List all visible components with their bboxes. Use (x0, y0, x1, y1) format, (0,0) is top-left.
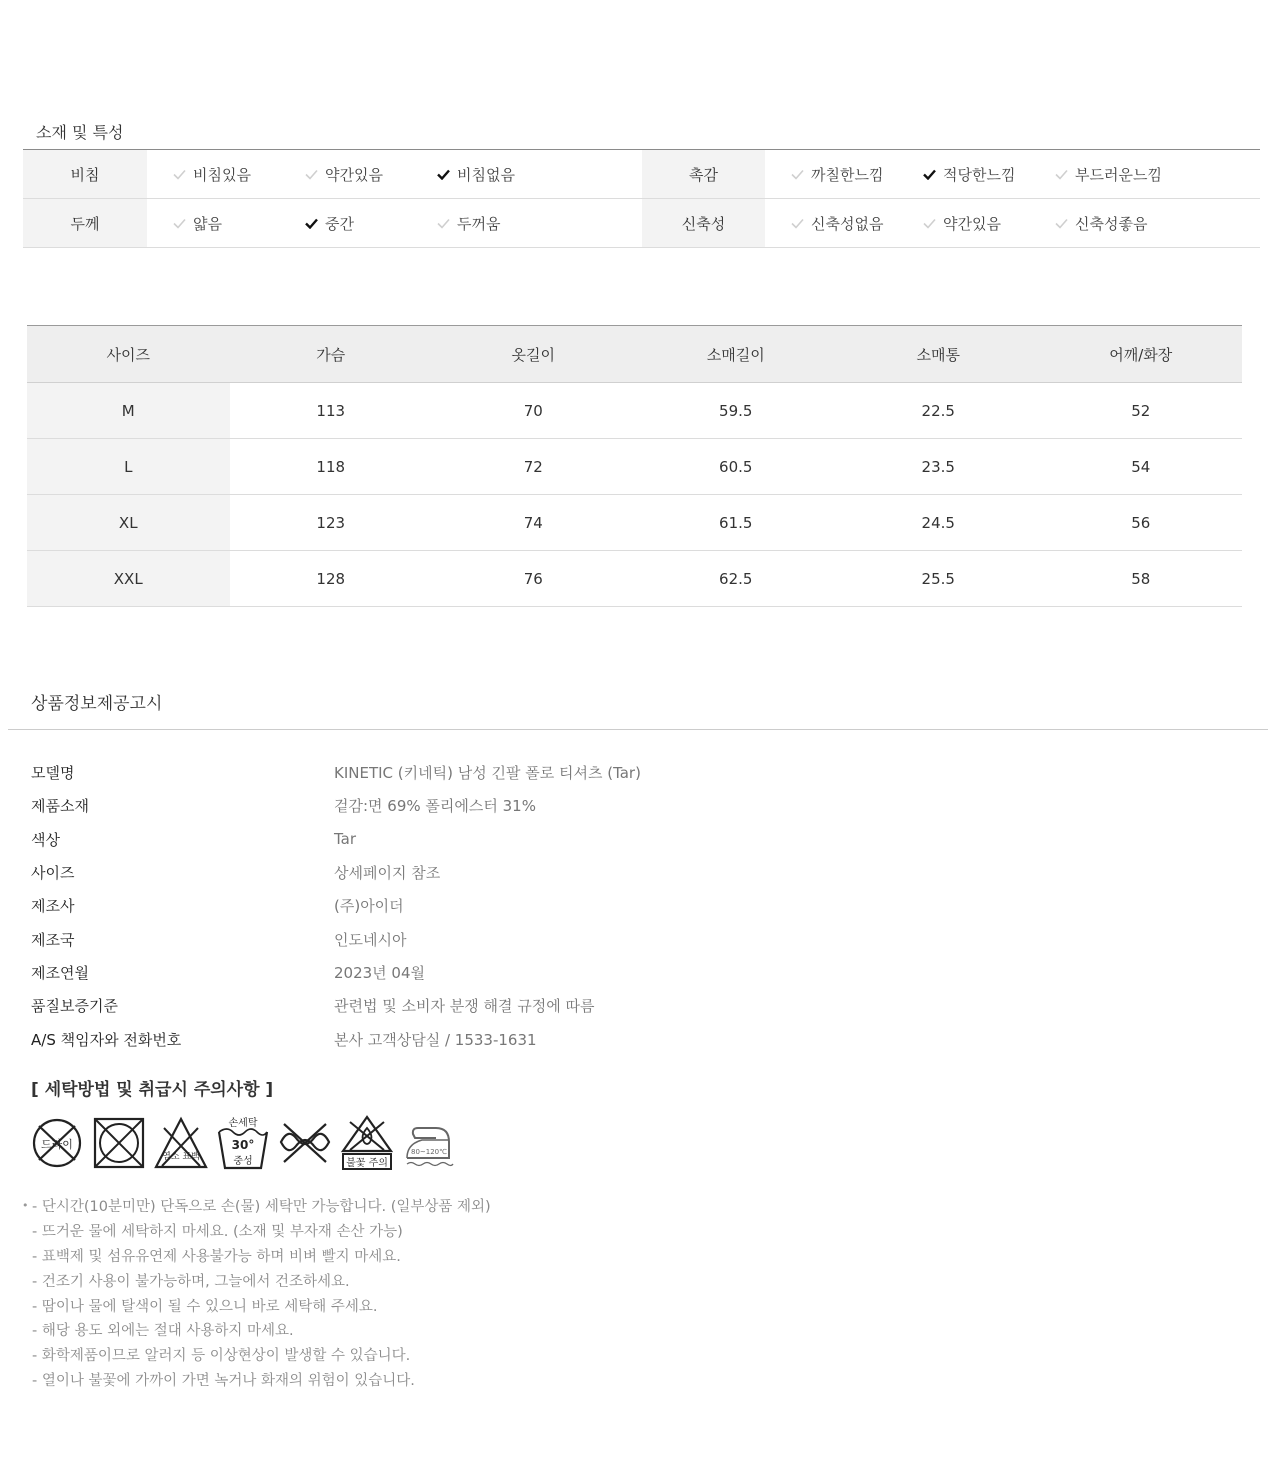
info-value: 관련법 및 소비자 분쟁 해결 규정에 따름 (334, 997, 595, 1016)
size-label-cell: M (27, 383, 230, 438)
list-item (31, 823, 641, 856)
washing-title: [ 세탁방법 및 취급시 주의사항 ] (31, 1080, 274, 1100)
material-option (789, 213, 921, 234)
size-label-cell: L (27, 439, 230, 494)
material-option (435, 213, 567, 234)
size-value-cell: 60.5 (719, 457, 753, 476)
check-icon (789, 215, 805, 231)
material-option-label: 중간 (325, 214, 354, 233)
check-icon (435, 166, 451, 182)
material-options (147, 150, 642, 198)
material-row (23, 199, 1260, 248)
list-item (31, 956, 641, 989)
size-header-cell: 사이즈 (106, 345, 150, 364)
size-value-cell: 123 (316, 513, 346, 532)
material-option (921, 213, 1053, 234)
info-value: 본사 고객상담실 / 1533-1631 (334, 1030, 537, 1049)
material-option-label: 적당한느낌 (943, 165, 1016, 184)
care-note-text: - 열이나 불꽃에 가까이 가면 녹거나 화재의 위험이 있습니다. (32, 1373, 415, 1390)
material-option (303, 164, 435, 185)
material-option-label: 비침없음 (457, 165, 515, 184)
size-value-cell: 72 (523, 457, 543, 476)
check-icon (1053, 215, 1069, 231)
care-note-text: - 화학제품이므로 알러지 등 이상현상이 발생할 수 있습니다. (32, 1348, 411, 1365)
product-info-list (31, 756, 641, 1056)
list-item (31, 989, 641, 1022)
bullet: • (22, 1198, 29, 1212)
care-notes (22, 1193, 491, 1392)
material-option (171, 164, 303, 185)
material-option (171, 213, 303, 234)
check-icon (1053, 166, 1069, 182)
care-note-text: - 뜨거운 물에 세탁하지 마세요. (소재 및 부자재 손산 가능) (32, 1223, 403, 1240)
info-key: A/S 책임자와 전화번호 (31, 1030, 182, 1049)
material-row (23, 150, 1260, 199)
size-header-cell: 가슴 (316, 345, 346, 364)
iron-80-120-icon (402, 1114, 456, 1172)
material-option-label: 까칠한느낌 (811, 165, 884, 184)
size-table (27, 325, 1242, 607)
size-value-cell: 52 (1131, 401, 1151, 420)
table-row (27, 439, 1242, 495)
check-icon (303, 215, 319, 231)
check-icon (921, 166, 937, 182)
check-icon (789, 166, 805, 182)
info-key: 제조사 (31, 897, 75, 916)
size-value-cell: 23.5 (921, 457, 955, 476)
list-item (22, 1218, 491, 1243)
check-icon (303, 166, 319, 182)
care-symbol-text: 불꽃 주의 (346, 1158, 388, 1169)
check-icon (171, 215, 187, 231)
care-symbols (30, 1114, 456, 1172)
material-option (1053, 164, 1185, 185)
material-option-label: 비침있음 (193, 165, 251, 184)
material-attr-label: 비침 (23, 150, 147, 198)
keep-from-fire-icon (340, 1114, 394, 1172)
size-value-cell: 74 (523, 513, 543, 532)
size-value-cell: 113 (316, 401, 346, 420)
list-item (31, 789, 641, 822)
hand-wash-30-icon (216, 1114, 270, 1172)
material-option (303, 213, 435, 234)
material-option-label: 두꺼움 (457, 214, 501, 233)
size-header-cell: 소매통 (916, 345, 960, 364)
care-note-text: - 건조기 사용이 불가능하며, 그늘에서 건조하세요. (32, 1273, 350, 1290)
care-note-text: - 땀이나 물에 탈색이 될 수 있으니 바로 세탁해 주세요. (32, 1298, 378, 1315)
check-icon (921, 215, 937, 231)
check-icon (171, 166, 187, 182)
material-attr-label: 촉감 (642, 150, 765, 198)
list-item (31, 889, 641, 922)
size-value-cell: 22.5 (921, 401, 955, 420)
info-value: 인도네시아 (334, 930, 407, 949)
info-key: 제조연월 (31, 963, 89, 982)
material-table (23, 149, 1260, 248)
material-option-label: 약간있음 (325, 165, 383, 184)
size-value-cell: 118 (316, 457, 346, 476)
material-option-label: 신축성없음 (811, 214, 884, 233)
list-item (22, 1243, 491, 1268)
list-item (22, 1367, 491, 1392)
material-attr-label: 두께 (23, 199, 147, 247)
care-symbol-text: 염소 표백 (162, 1152, 200, 1162)
list-item (22, 1193, 491, 1218)
size-header-cell: 어깨/화장 (1109, 345, 1173, 364)
size-header-cell: 소매길이 (706, 345, 765, 364)
table-row (27, 495, 1242, 551)
care-symbol-text: 80~120℃ (411, 1148, 447, 1156)
material-options (147, 199, 642, 247)
size-value-cell: 56 (1131, 513, 1151, 532)
no-bleach-icon (154, 1114, 208, 1172)
size-table-header (27, 326, 1242, 383)
care-symbol-text: 손세탁 (228, 1118, 258, 1129)
care-symbol-text: 30° (231, 1138, 255, 1152)
size-label-cell: XXL (27, 551, 230, 606)
list-item (31, 922, 641, 955)
check-icon (435, 215, 451, 231)
size-value-cell: 62.5 (719, 569, 753, 588)
size-value-cell: 128 (316, 569, 346, 588)
size-value-cell: 58 (1131, 569, 1151, 588)
list-item (22, 1268, 491, 1293)
size-value-cell: 76 (523, 569, 543, 588)
no-dry-clean-icon (30, 1114, 84, 1172)
info-key: 사이즈 (31, 864, 75, 883)
size-header-cell: 옷길이 (511, 345, 555, 364)
info-value: 겉감:면 69% 폴리에스터 31% (334, 797, 536, 816)
care-symbol-text: 중성 (233, 1156, 253, 1167)
no-tumble-dry-icon (92, 1114, 146, 1172)
size-value-cell: 61.5 (719, 513, 753, 532)
info-value: Tar (334, 830, 357, 849)
material-option (1053, 213, 1185, 234)
care-symbol-text: 드라이 (41, 1138, 73, 1151)
divider (8, 729, 1268, 730)
material-option (435, 164, 567, 185)
info-key: 색상 (31, 830, 60, 849)
info-value: 상세페이지 참조 (334, 864, 441, 883)
material-option-label: 얇음 (193, 214, 222, 233)
material-option (921, 164, 1053, 185)
info-key: 품질보증기준 (31, 997, 118, 1016)
list-item (22, 1293, 491, 1318)
care-note-text: - 단시간(10분미만) 단독으로 손(물) 세탁만 가능합니다. (일부상품 제외) (32, 1198, 491, 1215)
material-option-label: 신축성좋음 (1075, 214, 1148, 233)
info-key: 제조국 (31, 930, 75, 949)
size-value-cell: 54 (1131, 457, 1151, 476)
size-value-cell: 70 (523, 401, 543, 420)
no-wring-icon (278, 1114, 332, 1172)
info-value: KINETIC (키네틱) 남성 긴팔 폴로 티셔츠 (Tar) (334, 764, 641, 783)
list-item (31, 756, 641, 789)
list-item (22, 1317, 491, 1342)
product-info-title: 상품정보제공고시 (31, 694, 163, 714)
material-option-label: 부드러운느낌 (1075, 165, 1162, 184)
material-option-label: 약간있음 (943, 214, 1001, 233)
material-section-title: 소재 및 특성 (36, 123, 124, 142)
material-attr-label: 신축성 (642, 199, 765, 247)
info-key: 모델명 (31, 764, 75, 783)
list-item (31, 856, 641, 889)
table-row (27, 383, 1242, 439)
info-value: 2023년 04월 (334, 963, 426, 982)
care-note-text: - 해당 용도 외에는 절대 사용하지 마세요. (32, 1323, 294, 1340)
care-note-text: - 표백제 및 섬유유연제 사용불가능 하며 비벼 빨지 마세요. (32, 1248, 401, 1265)
size-value-cell: 25.5 (921, 569, 955, 588)
list-item (31, 1022, 641, 1055)
material-options (765, 150, 1260, 198)
size-label-cell: XL (27, 495, 230, 550)
material-option (789, 164, 921, 185)
table-row (27, 551, 1242, 607)
material-options (765, 199, 1260, 247)
info-value: (주)아이더 (334, 897, 404, 916)
size-value-cell: 24.5 (921, 513, 955, 532)
size-value-cell: 59.5 (719, 401, 753, 420)
list-item (22, 1342, 491, 1367)
info-key: 제품소재 (31, 797, 89, 816)
